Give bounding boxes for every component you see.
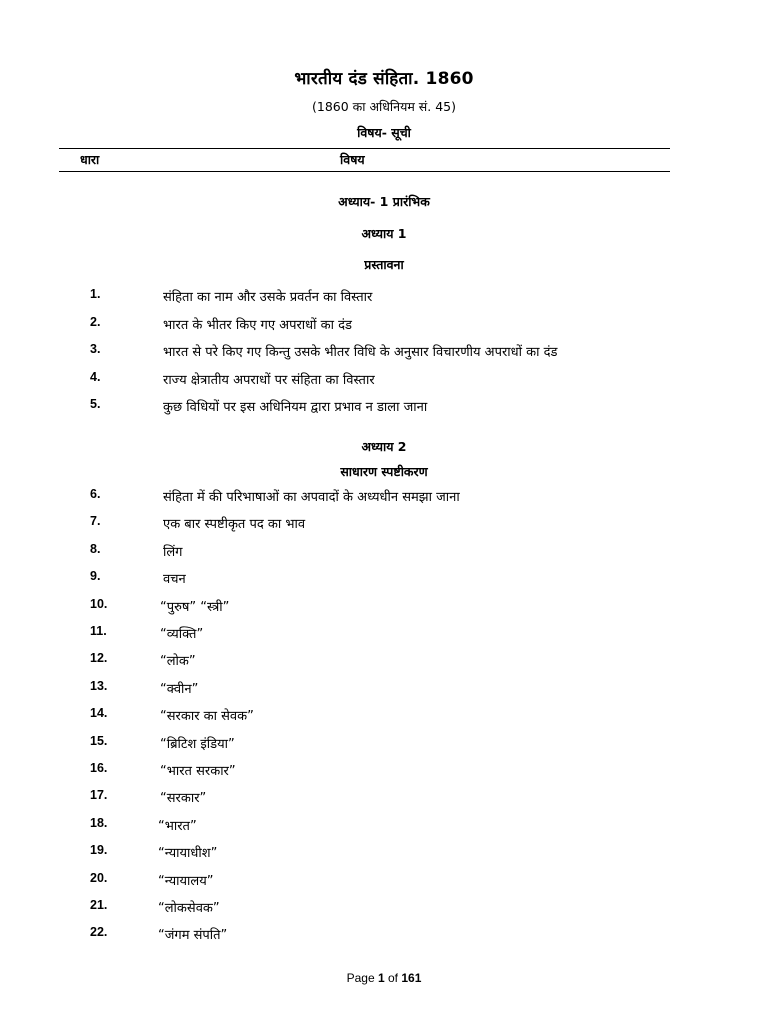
section-number: 13. xyxy=(90,678,108,693)
section-title: “लोकसेवक” xyxy=(158,901,220,916)
section-row xyxy=(0,925,768,945)
section-row xyxy=(0,843,768,863)
section-number: 20. xyxy=(90,870,108,885)
section-title: “न्यायाधीश” xyxy=(158,846,218,862)
section-row xyxy=(0,734,768,754)
section-title: “न्यायालय” xyxy=(158,873,214,889)
section-number: 7. xyxy=(90,514,101,529)
section-title: कुछ विधियों पर इस अधिनियम द्वारा प्रभाव न डाला जाना xyxy=(163,400,428,415)
column-header-section: धारा xyxy=(80,152,100,167)
section-row xyxy=(0,315,768,335)
section-number: 22. xyxy=(90,925,108,940)
section-number: 8. xyxy=(90,541,101,556)
section-row xyxy=(0,788,768,808)
section-row xyxy=(0,370,768,390)
section-title: “क्वीन” xyxy=(160,681,199,697)
section-number: 12. xyxy=(90,651,108,666)
section-number: 1. xyxy=(90,287,101,301)
section-number: 19. xyxy=(90,843,108,858)
section-number: 11. xyxy=(90,624,107,638)
section-row xyxy=(0,898,768,918)
section-title: संहिता में की परिभाषाओं का अपवादों के अध्यधीन समझा जाना xyxy=(163,490,460,505)
footer-of-word: of xyxy=(388,971,399,985)
section-number: 6. xyxy=(90,487,101,501)
footer-page-word: Page xyxy=(346,971,375,985)
section-row xyxy=(0,342,768,362)
section-number: 14. xyxy=(90,706,108,721)
section-row xyxy=(0,624,768,644)
section-title: “पुरुष” “स्त्री” xyxy=(160,599,230,615)
chapter-1-main-heading: अध्याय- 1 प्रारंभिक xyxy=(338,194,430,209)
section-row xyxy=(0,397,768,417)
section-title: “भारत” xyxy=(158,818,197,834)
section-title: “भारत सरकार” xyxy=(160,764,236,779)
document-title: भारतीय दंड संहिता. 1860 xyxy=(294,69,474,89)
section-title: राज्य क्षेत्रातीय अपराधों पर संहिता का विस्तार xyxy=(163,372,375,388)
section-row xyxy=(0,569,768,589)
table-header-bottom-rule xyxy=(59,171,670,172)
chapter-1-heading: अध्याय 1 xyxy=(361,226,407,241)
section-title: लिंग xyxy=(163,544,183,560)
document-subtitle: (1860 का अधिनियम सं. 45) xyxy=(311,99,456,114)
contents-heading: विषय- सूची xyxy=(357,125,411,140)
section-number: 3. xyxy=(90,342,101,356)
section-number: 15. xyxy=(90,733,108,748)
section-title: एक बार स्पष्टीकृत पद का भाव xyxy=(163,517,306,533)
section-number: 4. xyxy=(90,369,101,384)
chapter-1-title: प्रस्तावना xyxy=(364,257,404,272)
section-title: वचन xyxy=(163,572,186,588)
section-title: भारत के भीतर किए गए अपराधों का दंड xyxy=(163,317,352,333)
section-row xyxy=(0,542,768,562)
footer-total-pages: 161 xyxy=(401,971,422,985)
section-number: 21. xyxy=(90,898,108,912)
footer-page-number: 1 xyxy=(377,971,385,985)
section-title: “व्यक्ति” xyxy=(160,627,204,642)
section-number: 5. xyxy=(90,397,101,411)
section-number: 18. xyxy=(90,815,108,830)
chapter-2-heading: अध्याय 2 xyxy=(361,439,407,454)
section-title: संहिता का नाम और उसके प्रवर्तन का विस्तार xyxy=(163,290,373,305)
section-number: 16. xyxy=(90,761,108,775)
section-number: 17. xyxy=(90,788,108,803)
column-header-subject: विषय xyxy=(340,152,365,167)
section-title: भारत से परे किए गए किन्तु उसके भीतर विधि के अनुसार विचारणीय अपराधों का दंड xyxy=(163,345,558,360)
section-row xyxy=(0,761,768,781)
section-title: “सरकार का सेवक” xyxy=(160,709,254,725)
section-row xyxy=(0,679,768,699)
section-title: “सरकार” xyxy=(160,791,207,807)
table-header-top-rule xyxy=(59,148,670,149)
section-number: 2. xyxy=(90,314,101,329)
section-row xyxy=(0,514,768,534)
section-number: 9. xyxy=(90,569,101,584)
section-title: “जंगम संपति” xyxy=(158,928,228,944)
section-number: 10. xyxy=(90,596,108,611)
section-row xyxy=(0,487,768,507)
section-row xyxy=(0,287,768,307)
section-title: “ब्रिटिश इंडिया” xyxy=(160,736,235,752)
section-row xyxy=(0,706,768,726)
page-footer xyxy=(0,971,768,985)
section-row xyxy=(0,871,768,891)
chapter-2-title: साधारण स्पष्टीकरण xyxy=(340,464,428,479)
section-row xyxy=(0,651,768,671)
section-row xyxy=(0,816,768,836)
section-row xyxy=(0,597,768,617)
section-title: “लोक” xyxy=(160,654,196,670)
